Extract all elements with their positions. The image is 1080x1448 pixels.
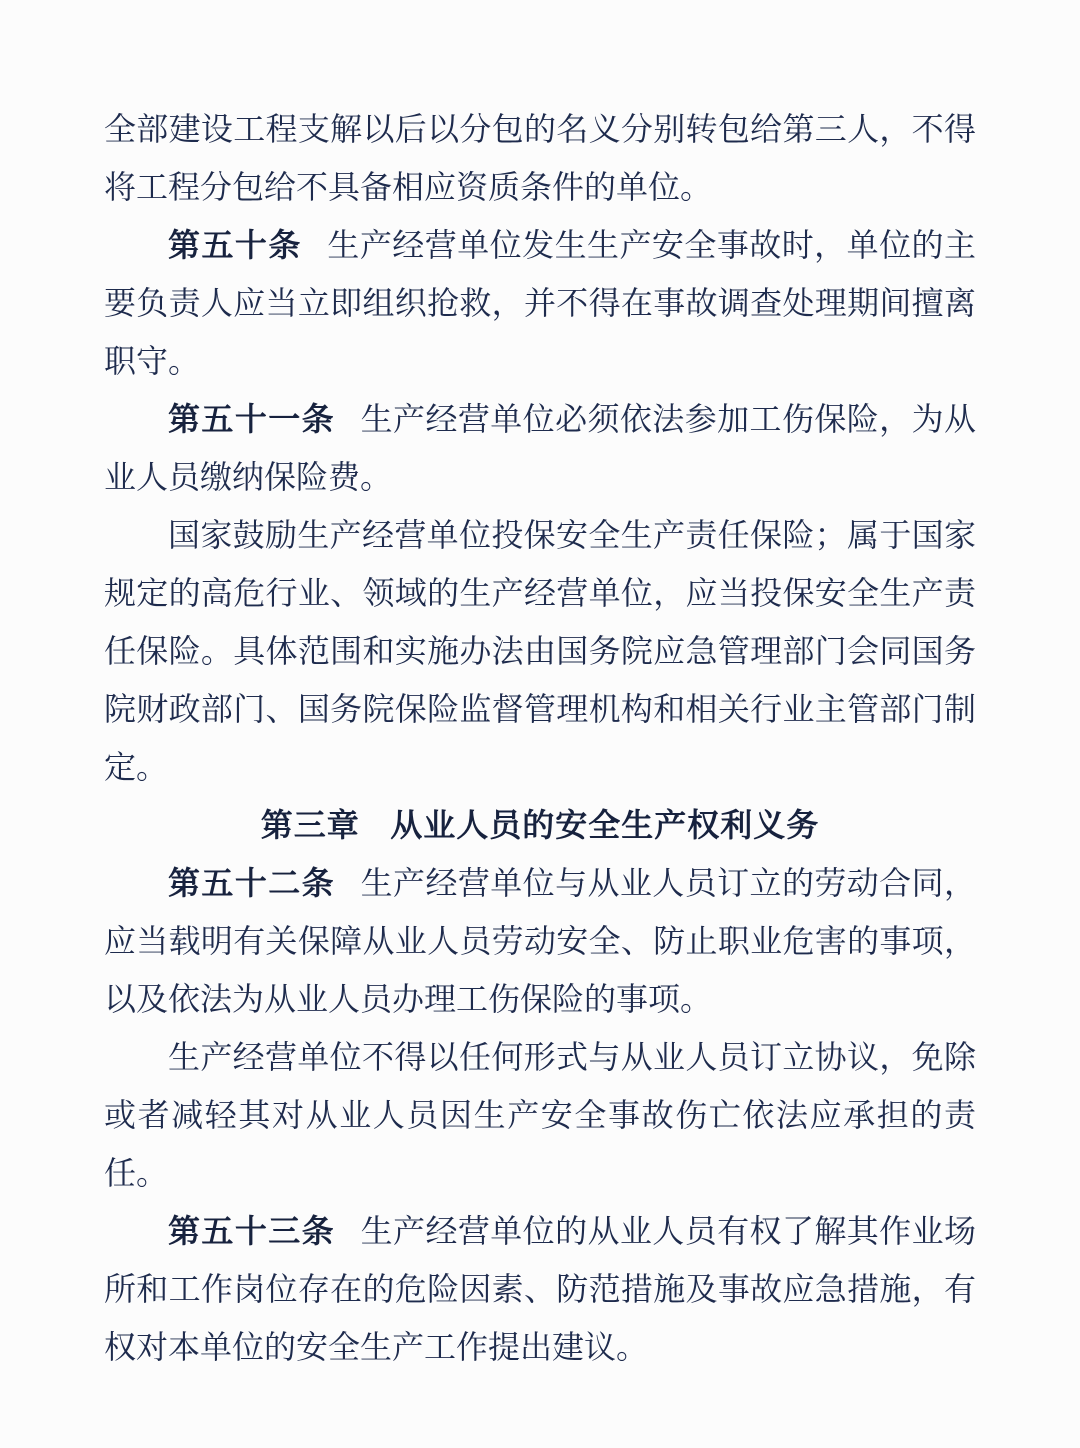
article-53-label: 第五十三条 [168,1213,336,1249]
paragraph-article-51 [104,390,976,506]
chapter-3-label: 第三章 [260,807,360,843]
paragraph-article-52 [104,854,976,1028]
paragraph-insurance-encouragement [104,506,976,796]
article-52-text: 生产经营单位与从业人员订立的劳动合同，应当载明有关保障从业人员劳动安全、防止职业危害的事项，以及依法为从业人员办理工伤保险的事项。 [104,865,976,1017]
article-51-label: 第五十一条 [168,401,336,437]
article-51-text: 生产经营单位必须依法参加工伤保险，为从业人员缴纳保险费。 [104,401,976,495]
paragraph-article-50 [104,216,976,390]
article-53-text: 生产经营单位的从业人员有权了解其作业场所和工作岗位存在的危险因素、防范措施及事故应急措施，有权对本单位的安全生产工作提出建议。 [104,1213,976,1365]
article-50-text: 生产经营单位发生生产安全事故时，单位的主要负责人应当立即组织抢救，并不得在事故调查处理期间擅离职守。 [104,227,976,379]
article-50-label: 第五十条 [168,227,302,263]
paragraph-continuation [104,100,976,216]
paragraph-text: 生产经营单位不得以任何形式与从业人员订立协议，免除或者减轻其对从业人员因生产安全事故伤亡依法应承担的责任。 [104,1039,976,1191]
article-52-label: 第五十二条 [168,865,336,901]
paragraph-text: 全部建设工程支解以后以分包的名义分别转包给第三人，不得将工程分包给不具备相应资质条件的单位。 [104,111,976,205]
chapter-3-heading [104,796,976,854]
paragraph-article-53 [104,1202,976,1376]
paragraph-agreement-prohibition [104,1028,976,1202]
paragraph-text: 国家鼓励生产经营单位投保安全生产责任保险；属于国家规定的高危行业、领域的生产经营单位，应当投保安全生产责任保险。具体范围和实施办法由国务院应急管理部门会同国务院财政部门、国务院保险监督管理机构和相关行业主管部门制定。 [104,517,976,785]
chapter-3-title: 从业人员的安全生产权利义务 [390,807,820,843]
